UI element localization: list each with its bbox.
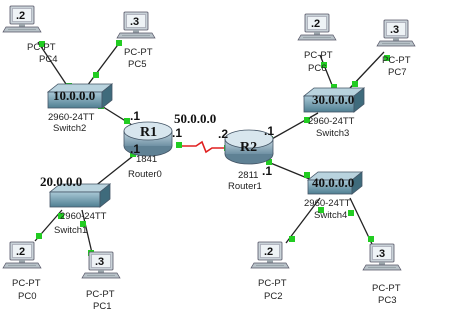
interface-label: .2 [218,127,229,141]
pc-name: PC2 [264,291,283,302]
port-light [304,172,310,178]
interface-label: .1 [264,124,275,138]
pc3[interactable] [363,244,401,270]
router-name: Router1 [228,181,262,192]
interface-label: .1 [130,142,141,156]
network-label: 40.0.0.0 [312,175,355,190]
port-light [176,142,182,148]
port-light [352,81,358,87]
router-model: 1841 [136,154,158,165]
port-light [368,236,374,242]
pc-name: PC3 [378,295,397,306]
switch-model: 2960-24TT [60,211,107,222]
port-light [116,40,122,46]
pc0[interactable] [3,242,41,268]
network-label: 20.0.0.0 [40,174,83,189]
router1[interactable] [225,130,273,192]
switch-icon [50,192,100,207]
switch-model: 2960-24TT [304,198,351,209]
pc-name: PC7 [388,67,407,78]
pc-host-id: .3 [95,256,105,268]
interface-label: .1 [172,126,183,140]
switch3[interactable] [304,88,364,139]
port-light [289,236,295,242]
pc-model: PC-PT [382,55,411,66]
network-label: 10.0.0.0 [53,88,96,103]
pc-model: PC-PT [258,278,287,289]
port-light [36,233,42,239]
pc2[interactable] [251,242,289,268]
pc-model: PC-PT [86,289,115,300]
pc-model: PC-PT [27,42,56,53]
switch-name: Switch1 [54,225,88,236]
port-light [93,72,99,78]
router-model: 2811 [238,170,259,181]
pc-host-id: .2 [16,10,26,22]
pc-name: PC0 [18,291,37,302]
pc-host-id: .2 [264,246,274,258]
pc-name: PC5 [128,59,147,70]
pc7[interactable] [377,20,415,46]
pc4[interactable] [3,6,41,32]
pc-model: PC-PT [12,278,41,289]
router-label: R2 [240,140,258,155]
pc-host-id: .2 [16,246,26,258]
pc-host-id: .3 [390,24,400,36]
switch-name: Switch2 [53,123,87,134]
serial-link-router0-router1[interactable] [182,142,226,152]
pc6[interactable] [298,14,336,40]
router-name: Router0 [128,169,162,180]
pc-model: PC-PT [372,283,401,294]
pc-host-id: .3 [130,16,140,28]
interface-label: .1 [262,164,273,178]
switch-name: Switch4 [314,210,348,221]
port-light [348,210,354,216]
pc-host-id: .2 [311,18,321,30]
switch-model: 2960-24TT [308,116,355,127]
serial-network-label: 50.0.0.0 [174,111,217,126]
pc-name: PC1 [93,301,112,312]
pc-name: PC6 [308,63,327,74]
pc-model: PC-PT [124,47,153,58]
switch-name: Switch3 [316,128,350,139]
interface-label: .1 [130,109,141,123]
switch-model: 2960-24TT [48,112,95,123]
pc5[interactable] [117,12,155,38]
network-label: 30.0.0.0 [312,92,355,107]
pc-name: PC4 [39,54,58,65]
pc-host-id: .3 [376,248,386,260]
pc1[interactable] [82,252,120,278]
router-label: R1 [140,125,158,140]
pc-model: PC-PT [304,50,333,61]
link-pc5-switch2[interactable] [84,42,120,90]
